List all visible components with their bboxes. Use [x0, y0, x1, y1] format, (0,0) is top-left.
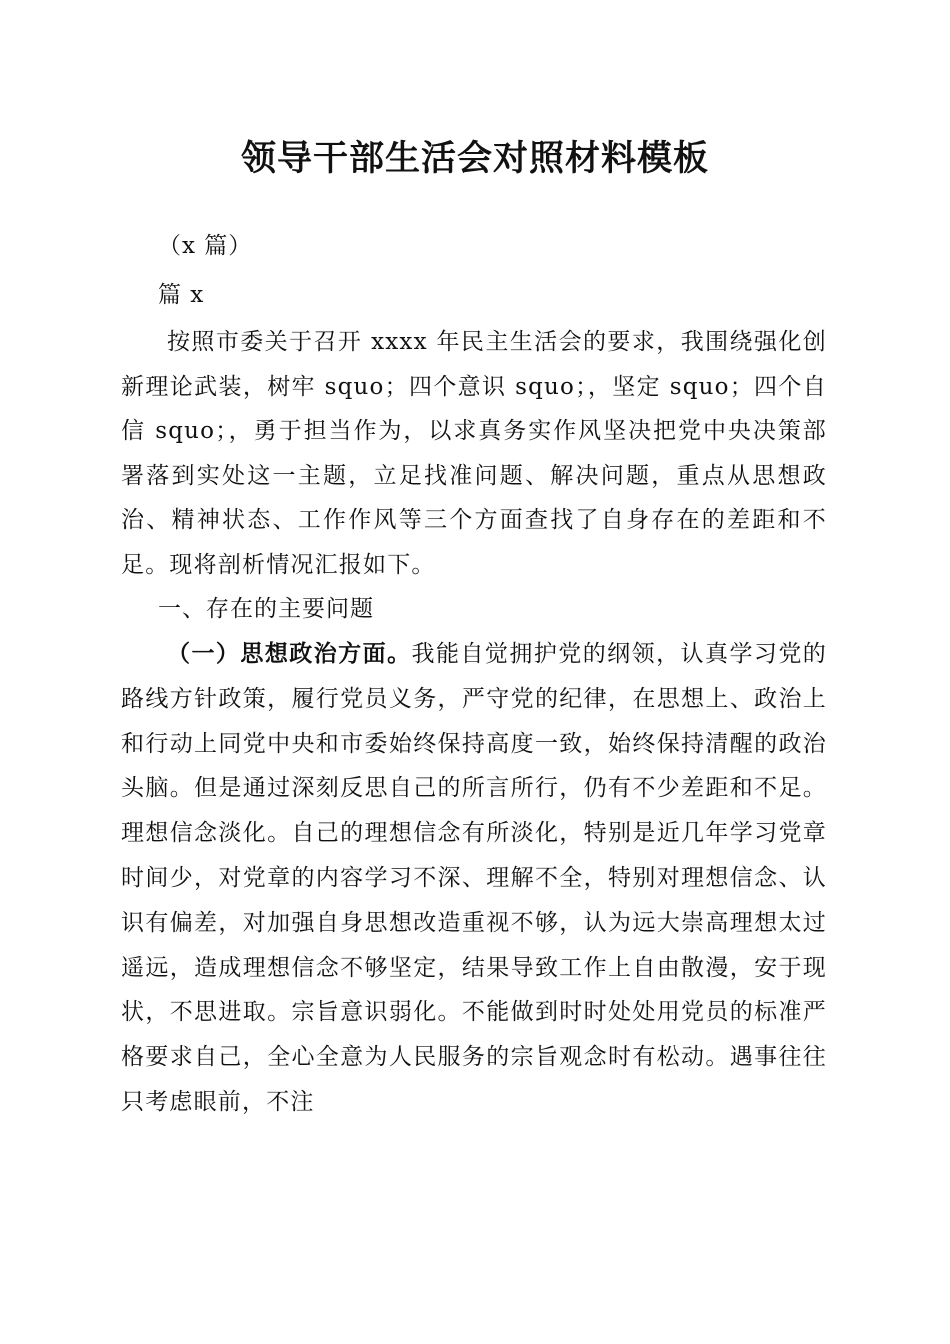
intro-paragraph: 按照市委关于召开 xxxx 年民主生活会的要求，我围绕强化创新理论武装，树牢 squo；四个意识 squo；，坚定 squo；四个自信 squo；，勇于担当作为，以求真务实作风坚决把党中央决策部署落到实处这一主题，立足找准问题、解决问题，重点从思想政治、精神状态、工作作风等三个方面查找了自身存在的差距和不足。现将剖析情况汇报如下。: [121, 329, 827, 578]
subsection-text: 我能自觉拥护党的纲领，认真学习党的路线方针政策，履行党员义务，严守党的纪律，在思想上、政治上和行动上同党中央和市委始终保持高度一致，始终保持清醒的政治头脑。但是通过深刻反思自己的所言所行，仍有不少差距和不足。理想信念淡化。自己的理想信念有所淡化，特别是近几年学习党章时间少，对党章的内容学习不深、理解不全，特别对理想信念、认识有偏差，对加强自身思想改造重视不够，认为远大崇高理想太过遥远，造成理想信念不够坚定，结果导致工作上自由散漫，安于现状，不思进取。宗旨意识弱化。不能做到时时处处用党员的标准严格要求自己，全心全意为人民服务的宗旨观念时有松动。遇事往往只考虑眼前，不注: [121, 641, 828, 1115]
intro-section: [121, 320, 827, 587]
subsection: [121, 632, 827, 1125]
subsection-paragraph: [121, 632, 827, 1125]
chapter-label: 篇 x: [158, 282, 205, 308]
document-title: 领导干部生活会对照材料模板: [240, 138, 709, 179]
section-heading: 一、存在的主要问题: [158, 596, 374, 622]
volume-label: （x 篇）: [158, 233, 253, 259]
subsection-heading: （一）思想政治方面。: [167, 640, 412, 667]
